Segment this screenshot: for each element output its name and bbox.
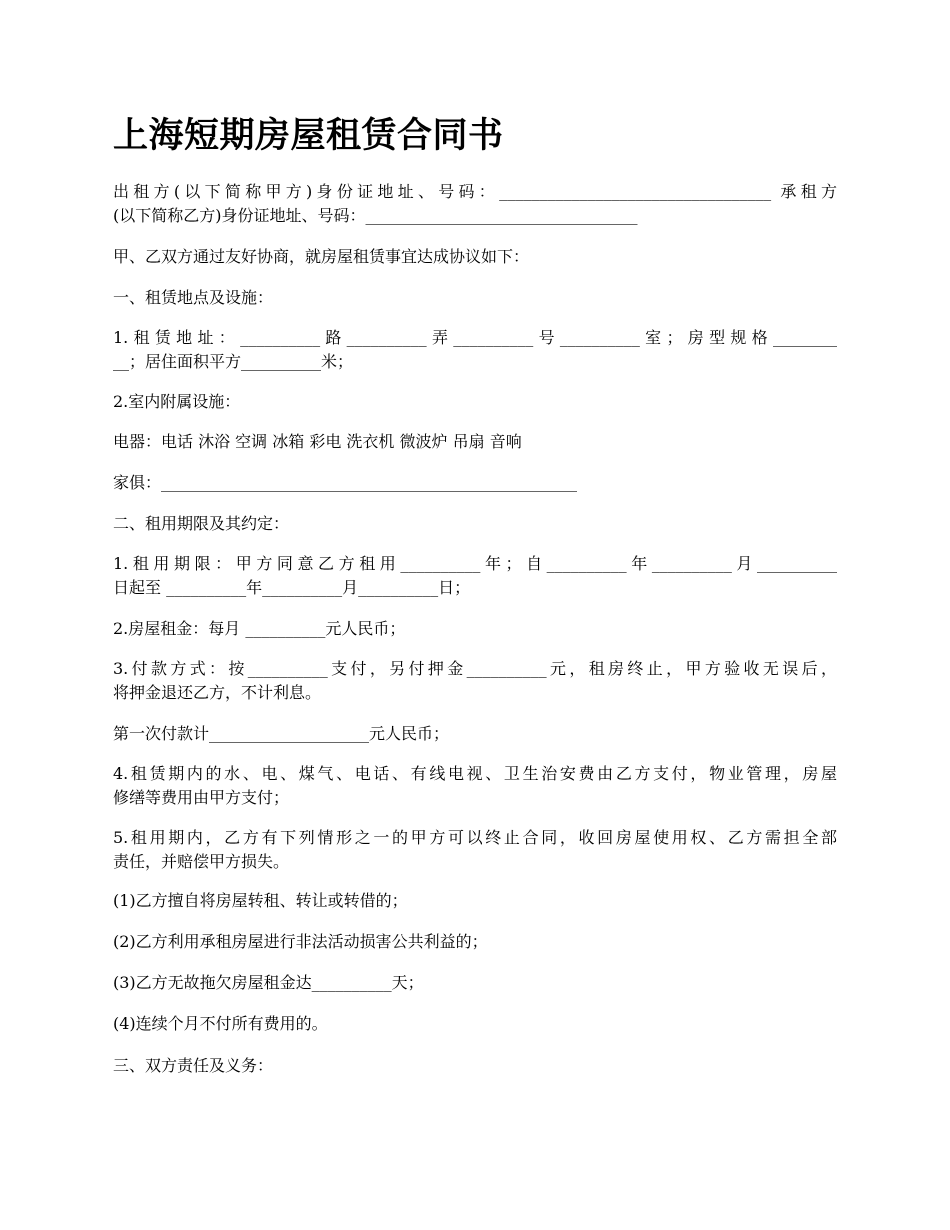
paragraph-address-line-2: __；居住面积平方__________米； xyxy=(113,352,354,371)
paragraph-term-line-1: 1.租用期限：甲方同意乙方租用__________年；自__________年__________月__________ xyxy=(113,554,837,573)
paragraph-parties-line-1: 出租方(以下简称甲方)身份证地址、号码：__________________________________ 承租方 xyxy=(113,182,837,201)
section-heading-1: 一、租赁地点及设施： xyxy=(113,288,274,307)
section-heading-2: 二、租用期限及其约定： xyxy=(113,514,290,533)
paragraph-facilities: 2.室内附属设施： xyxy=(113,392,241,411)
list-item-2: (2)乙方利用承租房屋进行非法活动损害公共利益的； xyxy=(113,932,488,951)
paragraph-termination-line-1: 5.租用期内，乙方有下列情形之一的甲方可以终止合同，收回房屋使用权、乙方需担全部 xyxy=(113,828,837,847)
paragraph-fees-line-1: 4.租赁期内的水、电、煤气、电话、有线电视、卫生治安费由乙方支付，物业管理，房屋 xyxy=(113,764,837,783)
list-item-3: (3)乙方无故拖欠房屋租金达__________天； xyxy=(113,973,424,992)
paragraph-fees-line-2: 修缮等费用由甲方支付； xyxy=(113,788,290,807)
paragraph-parties-line-2: (以下简称乙方)身份证地址、号码：__________________________________ xyxy=(113,206,638,225)
paragraph-intro: 甲、乙双方通过友好协商，就房屋租赁事宜达成协议如下： xyxy=(113,247,530,266)
list-item-1: (1)乙方擅自将房屋转租、转让或转借的； xyxy=(113,891,408,910)
paragraph-payment-line-2: 将押金退还乙方，不计利息。 xyxy=(113,683,322,702)
paragraph-payment-line-1: 3.付款方式：按__________支付，另付押金__________元，租房终止，甲方验收无误后， xyxy=(113,659,837,678)
paragraph-rent: 2.房屋租金：每月 __________元人民币； xyxy=(113,619,406,638)
list-item-4: (4)连续个月不付所有费用的。 xyxy=(113,1014,328,1033)
section-heading-3: 三、双方责任及义务： xyxy=(113,1056,274,1075)
paragraph-address-line-1: 1.租赁地址：__________路__________弄__________号__________室；房型规格________ xyxy=(113,328,837,347)
paragraph-appliances: 电器：电话 沐浴 空调 冰箱 彩电 洗衣机 微波炉 吊扇 音响 xyxy=(113,432,522,451)
paragraph-termination-line-2: 责任，并赔偿甲方损失。 xyxy=(113,852,290,871)
paragraph-furniture: 家俱：____________________________________________________ xyxy=(113,473,578,492)
paragraph-first-payment: 第一次付款计____________________元人民币； xyxy=(113,724,450,743)
paragraph-term-line-2: 日起至 __________年__________月__________日； xyxy=(113,578,471,597)
document-title: 上海短期房屋租赁合同书 xyxy=(113,115,504,156)
